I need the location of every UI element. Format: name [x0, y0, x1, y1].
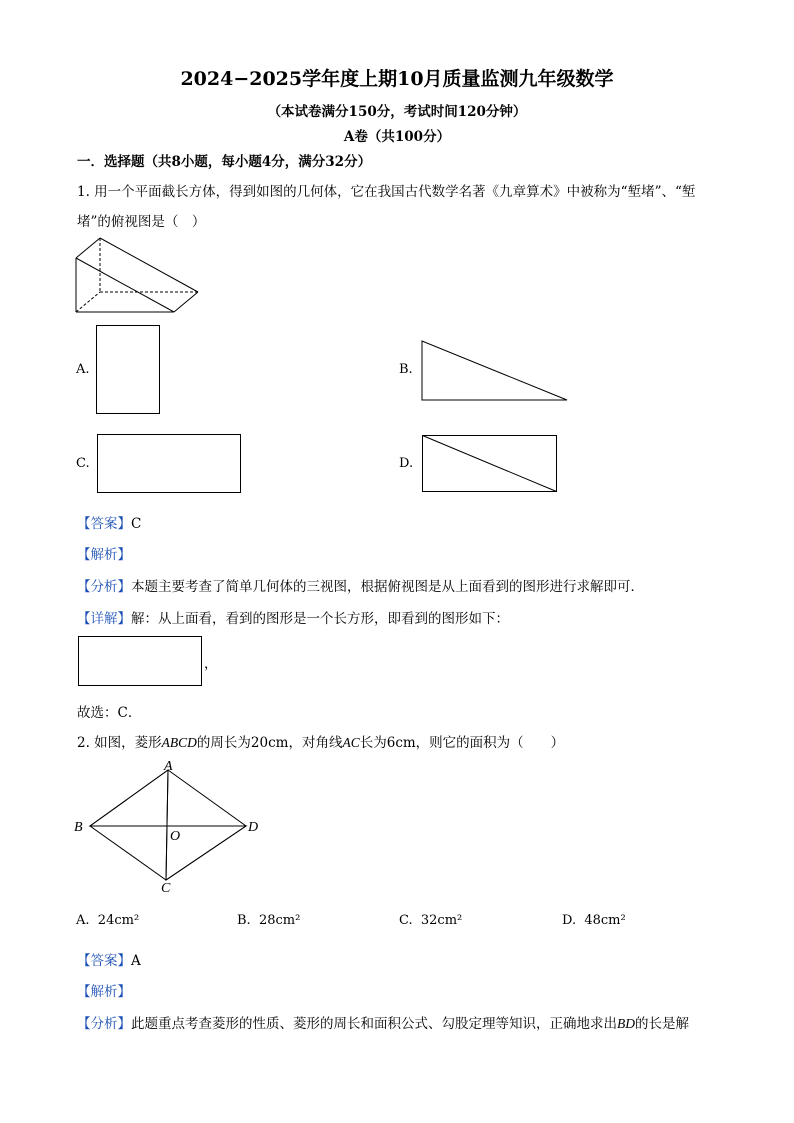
q1-solution-comma: ， [204, 656, 218, 672]
q2-option-b[interactable] [237, 913, 300, 928]
q2-shape-name: ABCD [161, 735, 197, 750]
exam-info: （本试卷满分150分，考试时间120分钟） [267, 104, 527, 120]
q1-option-a-figure[interactable] [96, 325, 160, 414]
q1-option-c-label: C. [76, 456, 90, 471]
q1-solution-figure [78, 636, 202, 686]
q1-answer-line [77, 512, 141, 532]
q2-answer: A [131, 953, 141, 969]
q2-option-c-letter: C. [399, 913, 413, 928]
q2-option-d-value: 48cm² [584, 913, 626, 928]
q1-option-b-label: B. [399, 362, 413, 377]
q2-option-d[interactable] [562, 913, 626, 928]
q2-diagonal-name: AC [342, 735, 360, 750]
detail-tag: 【详解】 [77, 611, 131, 627]
q2-option-a-value: 24cm² [97, 913, 140, 928]
q1-fenxi-line [77, 575, 644, 595]
q2-option-a-letter: A. [76, 913, 90, 928]
section-heading: 一．选择题（共8小题，每小题4分，满分32分） [77, 154, 372, 170]
vertex-c-label: C [161, 881, 171, 896]
q1-option-d-label: D. [399, 456, 414, 471]
q1-option-d-figure[interactable] [422, 435, 558, 493]
volume-label: A卷（共100分） [343, 129, 451, 145]
q2-analysis-tag: 【解析】 [77, 984, 131, 1000]
answer-tag: 【答案】 [77, 516, 131, 532]
q2-fenxi-var: BD [617, 1016, 635, 1031]
q2-answer-line [77, 949, 141, 969]
q1-stem-line1: 1. 用一个平面截长方体，得到如图的几何体，它在我国古代数学名著《九章算术》中被称为“堑堵”、“堑 [77, 184, 696, 200]
q2-rhombus-figure [72, 756, 272, 896]
q2-option-d-letter: D. [562, 913, 577, 928]
q2-option-b-value: 28cm² [258, 913, 301, 928]
q2-option-a[interactable] [76, 913, 139, 928]
fenxi-tag: 【分析】 [77, 1016, 131, 1032]
q2-option-c[interactable] [399, 913, 462, 928]
q1-analysis-tag: 【解析】 [77, 547, 131, 563]
fenxi-tag: 【分析】 [77, 579, 131, 595]
vertex-d-label: D [248, 820, 259, 835]
q1-stem-line2: 堵”的俯视图是（ ） [77, 214, 206, 230]
q2-fenxi-text-b: 的长是解 [635, 1016, 689, 1032]
q1-detail-text: 解：从上面看，看到的图形是一个长方形，即看到的图形如下： [131, 611, 509, 627]
q2-stem-b: 的周长为20cm，对角线 [196, 735, 343, 751]
q1-detail-line [77, 607, 509, 627]
q1-answer: C [131, 516, 142, 532]
q2-stem-a: 2. 如图，菱形 [77, 735, 162, 751]
q2-stem-c: 长为6cm，则它的面积为（ ） [359, 735, 565, 751]
q2-option-c-value: 32cm² [420, 913, 463, 928]
q1-option-a-label: A. [76, 362, 90, 377]
q1-fenxi-text: 本题主要考查了简单几何体的三视图，根据俯视图是从上面看到的图形进行求解即可． [131, 579, 644, 595]
q1-conclusion: 故选：C． [77, 705, 142, 721]
vertex-b-label: B [74, 820, 83, 835]
q1-solid-figure [74, 236, 204, 316]
q2-stem [77, 731, 564, 751]
q2-fenxi-text-a: 此题重点考查菱形的性质、菱形的周长和面积公式、勾股定理等知识，正确地求出 [131, 1016, 617, 1032]
q2-fenxi-line [77, 1012, 689, 1032]
center-o-label: O [170, 829, 181, 844]
answer-tag: 【答案】 [77, 953, 131, 969]
q1-option-c-figure[interactable] [97, 434, 241, 493]
vertex-a-label: A [164, 759, 173, 774]
page-title: 2024−2025学年度上期10月质量监测九年级数学 [180, 68, 614, 90]
q1-option-b-figure[interactable] [421, 340, 569, 402]
q2-option-b-letter: B. [237, 913, 251, 928]
